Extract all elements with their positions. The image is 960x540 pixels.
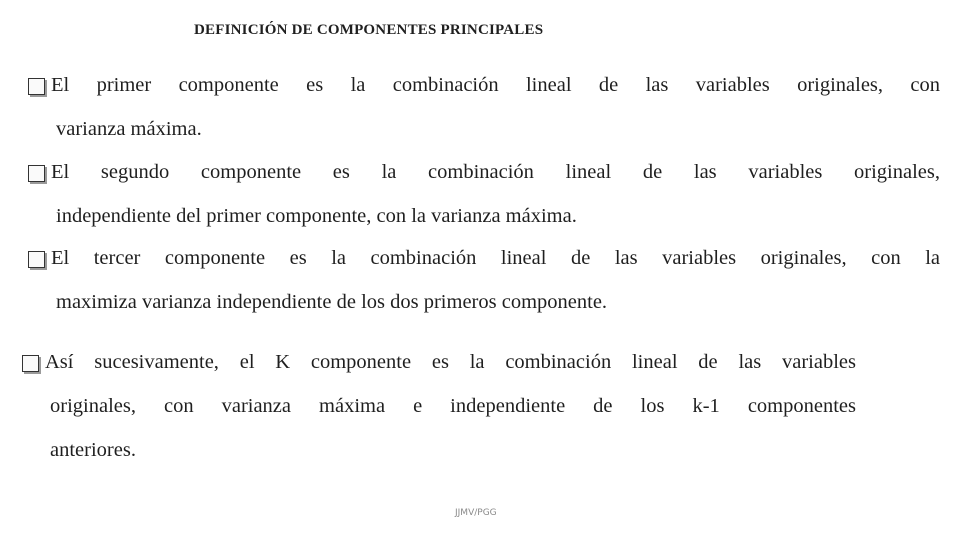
bullet-text-line: El tercer componente es la combinación lineal de las variables originales, con la [51,247,940,269]
bullet-first-line [28,157,940,201]
bullet-text-line: anteriores. [50,439,136,461]
bullet-text-line: maximiza varianza independiente de los dos primeros componente. [56,291,608,313]
slide-title: DEFINICIÓN DE COMPONENTES PRINCIPALES [194,22,544,38]
bullet-item-4 [22,347,856,479]
checkbox-bullet-icon [28,165,45,182]
bullet-text-line: independiente del primer componente, con la varianza máxima. [56,205,577,227]
bullet-item-2 [28,157,940,245]
bullet-text-line: originales, con varianza máxima e independiente de los k-1 componentes [50,395,856,417]
bullet-text-line: varianza máxima. [56,118,202,140]
bullet-item-1 [28,70,940,158]
bullet-text-line: El segundo componente es la combinación lineal de las variables originales, [51,161,940,183]
footer-initials: JJMV/PGG [455,508,497,518]
checkbox-bullet-icon [28,251,45,268]
checkbox-bullet-icon [22,355,39,372]
checkbox-bullet-icon [28,78,45,95]
bullet-first-line [22,347,856,391]
bullet-first-line [28,70,940,114]
bullet-first-line [28,243,940,287]
bullet-text-line: El primer componente es la combinación lineal de las variables originales, con [51,74,940,96]
bullet-item-3 [28,243,940,331]
bullet-text-line: Así sucesivamente, el K componente es la combinación lineal de las variables [45,351,856,373]
